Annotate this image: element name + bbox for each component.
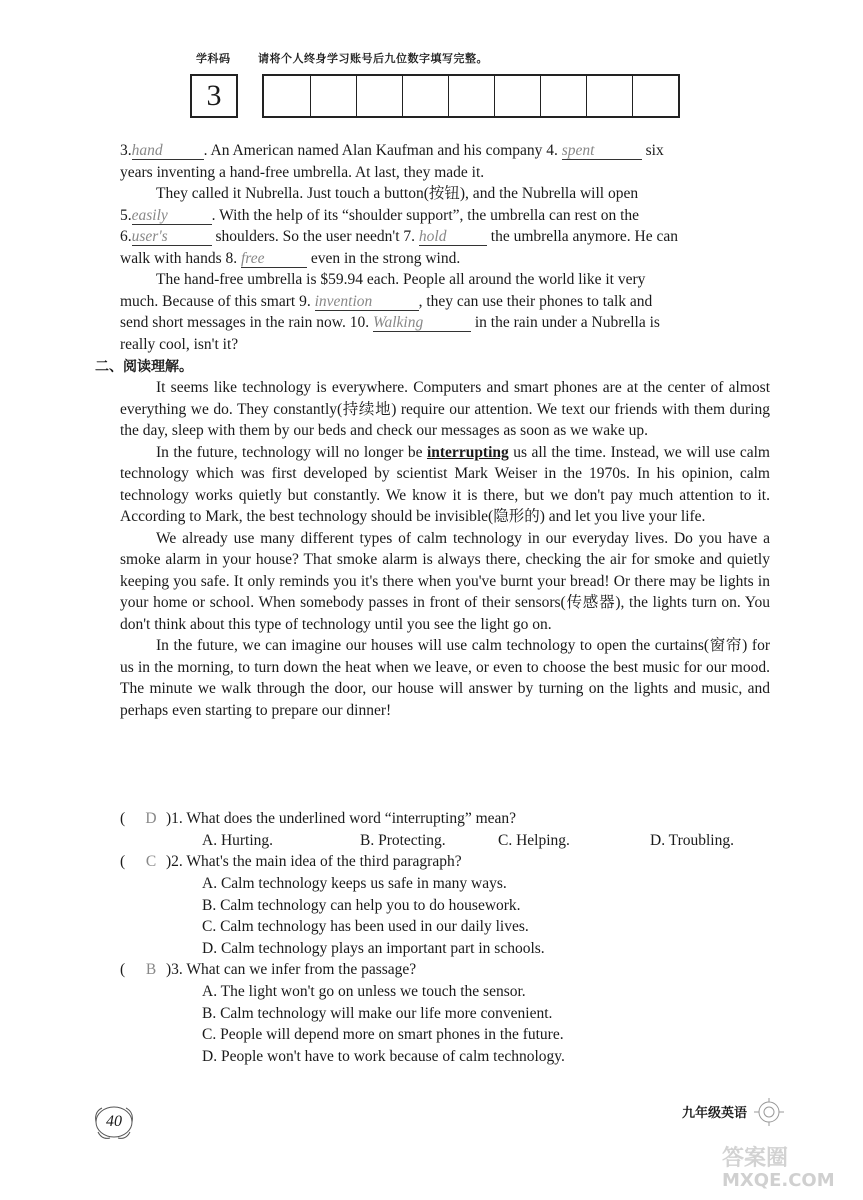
option-a[interactable]: A. Calm technology keeps us safe in many ways.: [202, 875, 507, 892]
option-a[interactable]: A. The light won't go on unless we touch the sensor.: [202, 983, 526, 1000]
page-number: 40: [106, 1113, 122, 1130]
question-3-options: [202, 981, 762, 1067]
passage-paragraph-1: It seems like technology is everywhere. Computers and smart phones are at the center of almost everything we do. They constantly(持续地) require our attention. We text our friends with them during the day, sleep with them by our beds and check our messages as soon as we wake up.: [120, 379, 770, 439]
answer-blank-3: hand: [132, 142, 204, 160]
option-b[interactable]: B. Calm technology can help you to do housework.: [202, 896, 521, 914]
account-instruction: 请将个人终身学习账号后九位数字填写完整。: [258, 52, 488, 65]
answer-blank-8: free: [241, 250, 307, 268]
subject-code-label: 学科码: [196, 52, 231, 65]
cloze-line: 5.easily . With the help of its “shoulder support”, the umbrella can rest on the: [120, 206, 640, 224]
answer-mark: C: [145, 853, 157, 870]
answer-mark: D: [145, 810, 157, 827]
passage-paragraph-4: In the future, we can imagine our houses will use calm technology to open the curtains(窗帘) for us in the morning, to turn down the heat when we leave, or even to choose the best music for our mood. The minute we walk through the door, our house will answer by turning on the lights and music, and perhaps even starting to prepare our dinner!: [120, 637, 770, 719]
answer-blank-9: invention: [315, 293, 419, 311]
question-3: ( B )3. What can we infer from the passage?: [120, 959, 416, 981]
option-c[interactable]: C. Helping.: [498, 832, 570, 849]
option-d[interactable]: D. Calm technology plays an important part in schools.: [202, 939, 545, 957]
option-c[interactable]: C. People will depend more on smart phones in the future.: [202, 1026, 564, 1043]
digit-box[interactable]: [586, 76, 632, 116]
flower-ornament-icon: [752, 1098, 786, 1126]
cloze-line: walk with hands 8. free even in the strong wind.: [120, 249, 461, 267]
subject-code-box: 3: [190, 74, 238, 118]
reading-passage: [120, 377, 770, 721]
option-b[interactable]: B. Protecting.: [360, 832, 446, 849]
digit-box[interactable]: [402, 76, 448, 116]
answer-mark: B: [145, 961, 157, 978]
book-title: 九年级英语: [682, 1106, 748, 1121]
cloze-line: 3.hand . An American named Alan Kaufman and his company 4. spent six: [120, 142, 664, 159]
account-digit-boxes[interactable]: [262, 74, 680, 118]
digit-box[interactable]: [448, 76, 494, 116]
option-a[interactable]: A. Hurting.: [202, 832, 274, 849]
option-d[interactable]: D. People won't have to work because of calm technology.: [202, 1047, 565, 1065]
digit-box[interactable]: [356, 76, 402, 116]
option-c[interactable]: C. Calm technology has been used in our daily lives.: [202, 918, 529, 935]
digit-box[interactable]: [494, 76, 540, 116]
digit-box[interactable]: [632, 76, 678, 116]
option-d[interactable]: D. Troubling.: [650, 832, 734, 849]
answer-blank-6: user's: [132, 228, 212, 246]
answer-blank-10: Walking: [373, 314, 471, 332]
cloze-line: years inventing a hand-free umbrella. At last, they made it.: [120, 163, 485, 181]
underlined-word: interrupting: [426, 443, 509, 461]
answer-blank-7: hold: [419, 228, 487, 246]
question-1: ( D )1. What does the underlined word “interrupting” mean?: [120, 808, 516, 830]
cloze-line: The hand-free umbrella is $59.94 each. People all around the world like it very: [156, 271, 646, 288]
cloze-line: 6.user's shoulders. So the user needn't 7. hold the umbrella anymore. He can: [120, 228, 678, 245]
cloze-line: send short messages in the rain now. 10. Walking in the rain under a Nubrella is: [120, 314, 660, 331]
cloze-line: really cool, isn't it?: [120, 335, 239, 353]
cloze-passage: [120, 140, 770, 355]
section-title: 二、阅读理解。: [95, 359, 193, 375]
passage-paragraph-3: We already use many different types of calm technology in our everyday lives. Do you have a smoke alarm in your house? That smoke alarm is always there, checking the air for smoke and quietly keeping you safe. It only reminds you it's there when you've burnt your bread! Or there may be lights in your home or school. When somebody passes in front of their sensors(传感器), the lights turn on. You don't think about this type of technology until you see the light go on.: [120, 529, 770, 633]
digit-box[interactable]: [540, 76, 586, 116]
question-1-options: [202, 830, 762, 852]
watermark: 答案圈 MXQE.COM: [722, 1146, 835, 1191]
cloze-line: much. Because of this smart 9. invention , they can use their phones to talk and: [120, 292, 653, 310]
question-2-options: [202, 873, 762, 959]
option-b[interactable]: B. Calm technology will make our life more convenient.: [202, 1004, 553, 1022]
passage-paragraph-2: In the future, technology will no longer be interrupting us all the time. Instead, we will use calm technology which was first developed by scientist Mark Weiser in the 1970s. In his opinion, calm technology works quietly but constantly. We know it is there, but we don't pay much attention to it. According to Mark, the best technology should be invisible(隐形的) and let you live your life.: [120, 443, 770, 525]
digit-box[interactable]: [264, 76, 310, 116]
digit-box[interactable]: [310, 76, 356, 116]
answer-blank-4: spent: [562, 142, 642, 160]
question-2: ( C )2. What's the main idea of the third paragraph?: [120, 851, 462, 873]
cloze-line: They called it Nubrella. Just touch a button(按钮), and the Nubrella will open: [156, 185, 639, 202]
answer-blank-5: easily: [132, 207, 212, 225]
